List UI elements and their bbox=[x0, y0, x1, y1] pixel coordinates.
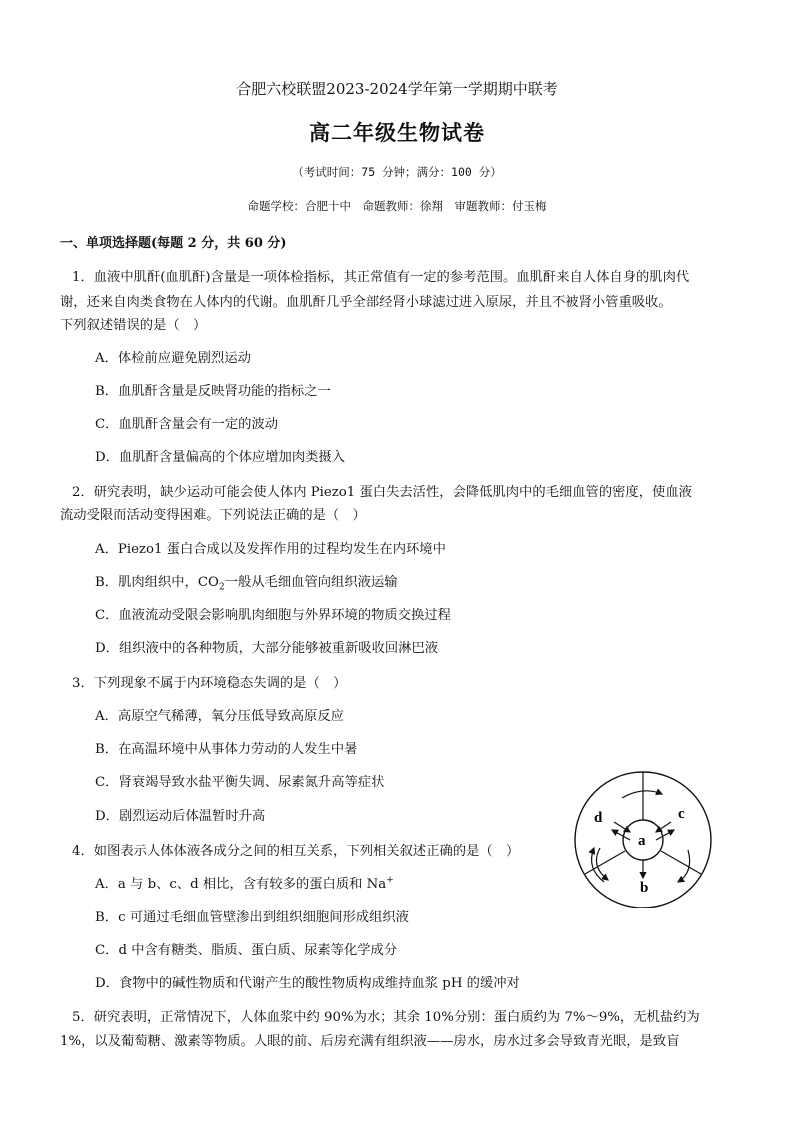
q2-option-b-post: 一般从毛细血管向组织液运输 bbox=[224, 575, 398, 590]
q3-option-c: C．肾衰竭导致水盐平衡失调、尿素氮升高等症状 bbox=[95, 775, 385, 790]
arrow-a-to-d bbox=[612, 830, 630, 840]
q1-option-c: C．血肌酐含量会有一定的波动 bbox=[95, 417, 279, 432]
label-b: b bbox=[640, 880, 649, 896]
q4-option-a bbox=[95, 873, 394, 892]
label-a: a bbox=[638, 833, 646, 849]
exam-name: 合肥六校联盟2023-2024学年第一学期期中联考 bbox=[236, 80, 558, 98]
q4-option-c: C．d 中含有糖类、脂质、蛋白质、尿素等化学成分 bbox=[95, 943, 398, 958]
q3-option-a: A．高原空气稀薄，氧分压低导致高原反应 bbox=[95, 709, 344, 724]
label-d: d bbox=[594, 810, 603, 826]
q4-line1: 4．如图表示人体体液各成分之间的相互关系，下列相关叙述正确的是（ ） bbox=[72, 844, 520, 859]
q2-option-b bbox=[95, 571, 398, 593]
q2-option-d: D．组织液中的各种物质，大部分能够被重新吸收回淋巴液 bbox=[95, 641, 439, 656]
q1-line3: 下列叙述错误的是（ ） bbox=[60, 318, 207, 333]
q1-option-a: A．体检前应避免剧烈运动 bbox=[95, 351, 251, 366]
q2-option-b-sub: 2 bbox=[218, 582, 225, 593]
q2-option-a: A．Piezo1 蛋白合成以及发挥作用的过程均发生在内环境中 bbox=[95, 542, 446, 557]
q2-option-c: C．血液流动受限会影响肌肉细胞与外界环境的物质交换过程 bbox=[95, 608, 451, 623]
q1-line2: 谢，还来自肉类食物在人体内的代谢。血肌酐几乎全部经肾小球滤过进入原尿，并且不被肾小管重吸收。 bbox=[60, 295, 672, 310]
q2-option-b-pre: B．肌肉组织中，CO bbox=[95, 575, 219, 590]
divider-left bbox=[585, 851, 625, 874]
q4-option-b: B．c 可通过毛细血管壁渗出到组织细胞间形成组织液 bbox=[95, 910, 409, 925]
q3-option-d: D．剧烈运动后体温暂时升高 bbox=[95, 809, 266, 824]
page-title: 高二年级生物试卷 bbox=[309, 120, 485, 145]
exam-info: （考试时间：75 分钟；满分：100 分） bbox=[292, 165, 502, 179]
q4-option-d: D．食物中的碱性物质和代谢产生的酸性物质构成维持血浆 pH 的缓冲对 bbox=[95, 976, 520, 991]
q2-line2: 流动受限而活动变得困难。下列说法正确的是（ ） bbox=[60, 508, 366, 523]
q4-option-a-pre: A．a 与 b、c、d 相比，含有较多的蛋白质和 Na bbox=[95, 877, 387, 892]
q1-option-d: D．血肌酐含量偏高的个体应增加肉类摄入 bbox=[95, 450, 346, 465]
authors-line: 命题学校：合肥十中 命题教师：徐翔 审题教师：付玉梅 bbox=[247, 199, 547, 213]
q5-line2: 1%，以及葡萄糖、激素等物质。人眼的前、后房充满有组织液——房水，房水过多会导致青光眼，是致盲 bbox=[60, 1034, 680, 1049]
body-fluid-diagram bbox=[570, 768, 726, 908]
q1-option-b: B．血肌酐含量是反映肾功能的指标之一 bbox=[95, 384, 331, 399]
section-heading: 一、单项选择题(每题 2 分，共 60 分) bbox=[60, 236, 287, 251]
q5-line1: 5．研究表明，正常情况下，人体血浆中约 90%为水；其余 10%分别：蛋白质约为 7%～9%，无机盐约为 bbox=[72, 1010, 700, 1025]
q2-line1: 2．研究表明，缺少运动可能会使人体内 Piezo1 蛋白失去活性，会降低肌肉中的毛细血管的密度，使血液 bbox=[72, 485, 692, 500]
divider-right bbox=[661, 851, 701, 874]
q3-line1: 3．下列现象不属于内环境稳态失调的是（ ） bbox=[72, 676, 347, 691]
q1-line1: 1．血液中肌酐(血肌酐)含量是一项体检指标，其正常值有一定的参考范围。血肌酐来自人体自身的肌肉代 bbox=[72, 270, 690, 285]
q4-option-a-sup: + bbox=[386, 875, 394, 886]
label-c: c bbox=[678, 806, 685, 822]
q3-option-b: B．在高温环境中从事体力劳动的人发生中暑 bbox=[95, 742, 358, 757]
arrow-top bbox=[622, 791, 662, 798]
arrow-a-to-c bbox=[656, 830, 674, 840]
